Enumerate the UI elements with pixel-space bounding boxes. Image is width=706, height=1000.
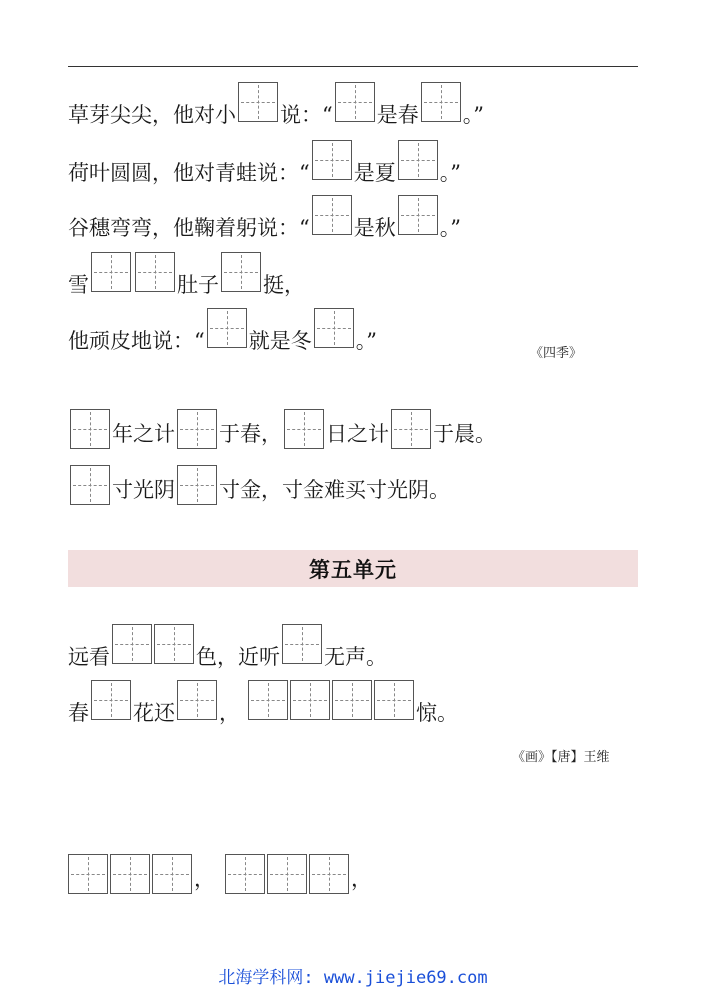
answer-box[interactable]: [290, 680, 330, 720]
text: 日之计: [326, 422, 389, 446]
answer-box[interactable]: [398, 140, 438, 180]
answer-box[interactable]: [177, 680, 217, 720]
answer-box[interactable]: [177, 465, 217, 505]
text: ，: [351, 867, 372, 891]
text: 。”: [355, 329, 377, 353]
proverb-line-1: [68, 405, 496, 449]
answer-box[interactable]: [374, 680, 414, 720]
text: 说：“: [280, 103, 333, 127]
answer-box[interactable]: [284, 409, 324, 449]
text: 于晨。: [433, 422, 496, 446]
text: 挺，: [263, 273, 305, 297]
answer-box[interactable]: [70, 465, 110, 505]
answer-box[interactable]: [112, 624, 152, 664]
seasons-line-1: [68, 86, 484, 130]
answer-box[interactable]: [267, 854, 307, 894]
text: 。”: [439, 161, 461, 185]
text: 惊。: [416, 701, 458, 725]
text: ，: [194, 867, 215, 891]
answer-box[interactable]: [335, 82, 375, 122]
text: 就是冬: [248, 329, 312, 353]
seasons-line-2: [68, 144, 461, 188]
text: ，: [219, 701, 240, 725]
answer-box[interactable]: [110, 854, 150, 894]
blank-line: [68, 850, 372, 894]
answer-box[interactable]: [312, 140, 352, 180]
text: 寸金，寸金难买寸光阴。: [219, 478, 450, 502]
text: 雪: [68, 273, 89, 297]
text: 谷穗弯弯，他鞠着躬说：“: [68, 216, 310, 240]
answer-box[interactable]: [248, 680, 288, 720]
answer-box[interactable]: [309, 854, 349, 894]
text: 是夏: [353, 161, 396, 185]
text: 无声。: [324, 645, 387, 669]
answer-box[interactable]: [152, 854, 192, 894]
text: 寸光阴: [112, 478, 175, 502]
answer-box[interactable]: [68, 854, 108, 894]
seasons-line-5: [68, 312, 377, 356]
top-divider: [68, 66, 638, 67]
unit-title: 第五单元: [309, 557, 397, 582]
answer-box[interactable]: [154, 624, 194, 664]
answer-box[interactable]: [91, 252, 131, 292]
text: 是秋: [353, 216, 396, 240]
text: 花还: [133, 701, 175, 725]
text: 荷叶圆圆，他对青蛙说：“: [68, 161, 310, 185]
answer-box[interactable]: [225, 854, 265, 894]
answer-box[interactable]: [207, 308, 247, 348]
seasons-line-3: [68, 199, 461, 243]
text: 色，近听: [196, 645, 280, 669]
hua-source: 《画》【唐】王维: [512, 750, 610, 765]
text: 远看: [68, 645, 110, 669]
proverb-line-2: [68, 461, 450, 505]
text: 肚子: [177, 273, 219, 297]
answer-box[interactable]: [135, 252, 175, 292]
hua-line-1: [68, 628, 387, 672]
seasons-source: 《四季》: [530, 346, 583, 361]
answer-box[interactable]: [314, 308, 354, 348]
answer-box[interactable]: [421, 82, 461, 122]
answer-box[interactable]: [312, 195, 352, 235]
text: 。”: [439, 216, 461, 240]
answer-box[interactable]: [398, 195, 438, 235]
text: 他顽皮地说：“: [68, 329, 205, 353]
text: 年之计: [112, 422, 175, 446]
text: 于春，: [219, 422, 282, 446]
answer-box[interactable]: [391, 409, 431, 449]
answer-box[interactable]: [177, 409, 217, 449]
text: 春: [68, 701, 89, 725]
answer-box[interactable]: [91, 680, 131, 720]
footer-website[interactable]: 北海学科网: www.jiejie69.com: [218, 968, 488, 988]
answer-box[interactable]: [332, 680, 372, 720]
text: 是春: [376, 103, 419, 127]
text: 草芽尖尖，他对小: [68, 103, 236, 127]
answer-box[interactable]: [70, 409, 110, 449]
text: 。”: [462, 103, 484, 127]
answer-box[interactable]: [282, 624, 322, 664]
answer-box[interactable]: [221, 252, 261, 292]
answer-box[interactable]: [238, 82, 278, 122]
hua-line-2: [68, 684, 458, 728]
seasons-line-4: [68, 256, 305, 300]
unit-title-band: [68, 550, 638, 587]
